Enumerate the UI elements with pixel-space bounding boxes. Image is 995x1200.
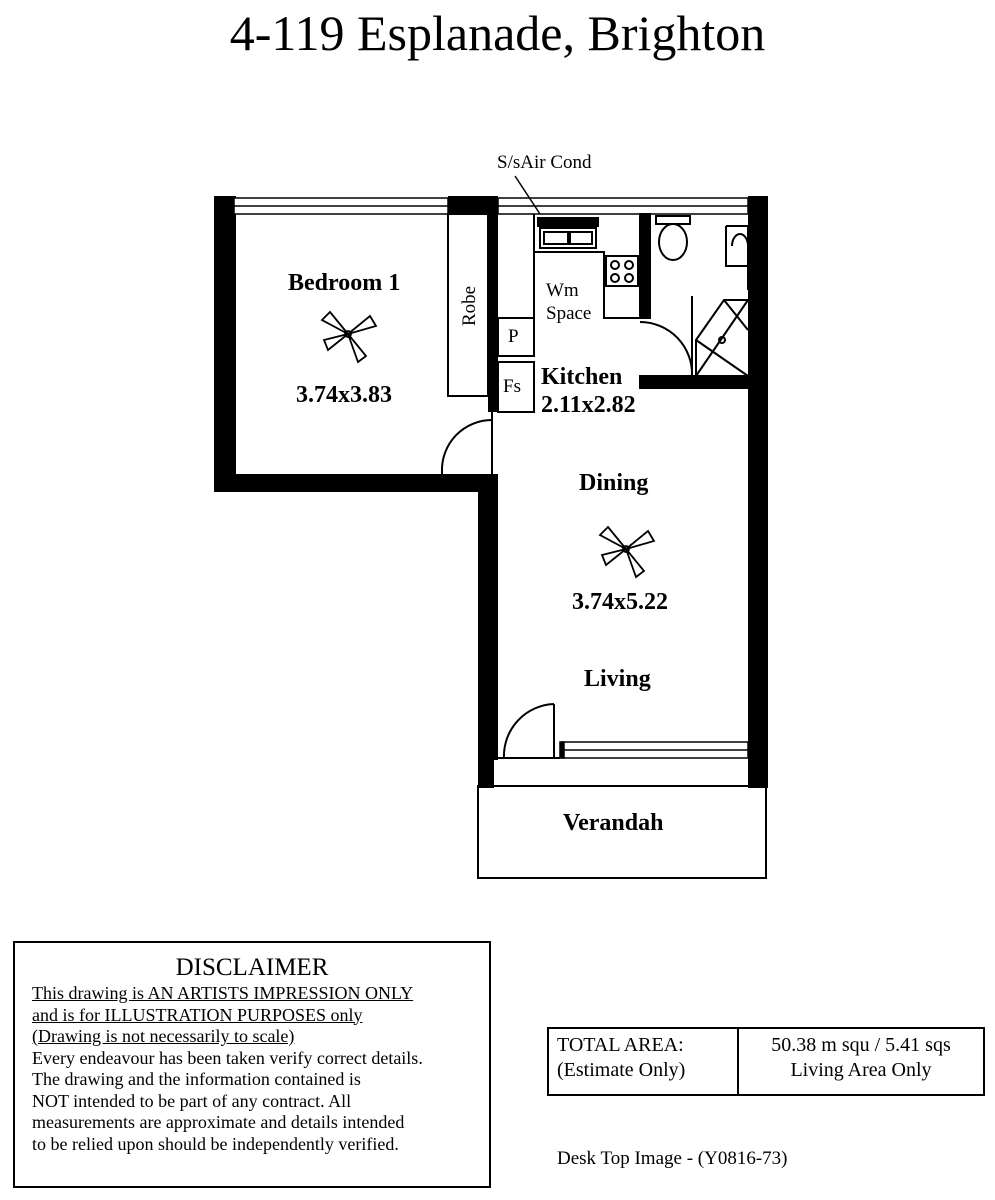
total-area-label [549,1029,739,1094]
disclaimer-line: and is for ILLUSTRATION PURPOSES only [32,1004,363,1025]
aircond-label: S/sAir Cond [497,152,592,173]
pantry-label: P [508,326,519,347]
verandah-door [498,704,560,758]
robe-label: Robe [459,285,480,326]
total-area-value [739,1029,983,1094]
total-area-box [547,1027,985,1096]
disclaimer-box [13,941,491,1188]
footer-reference: Desk Top Image - (Y0816-73) [557,1148,788,1169]
disclaimer-line: measurements are approximate and details intended [32,1112,405,1132]
bedroom-door [442,412,492,474]
disclaimer-line: This drawing is AN ARTISTS IMPRESSION ONLY [32,983,414,1003]
bathroom [640,214,748,388]
verandah-label: Verandah [563,810,664,836]
bedroom-name: Bedroom 1 [288,270,401,296]
verandah-window [560,742,748,758]
disclaimer-heading: DISCLAIMER [175,954,329,981]
disclaimer-line: The drawing and the information contained is [32,1069,361,1089]
dining-label: Dining [579,470,649,496]
ceiling-fan-icon [322,312,376,362]
total-area-note: (Estimate Only) [557,1059,686,1081]
fridge-label: Fs [503,376,521,397]
ceiling-fan-icon [600,527,654,577]
disclaimer-line: NOT intended to be part of any contract. All [32,1090,352,1111]
disclaimer-line: (Drawing is not necessarily to scale) [32,1026,295,1046]
wm-label: Wm [546,280,579,301]
kitchen-name: Kitchen [541,364,623,390]
living-size: 3.74x5.22 [572,589,668,615]
wm-space-label: Space [546,303,592,324]
total-area-figure: 50.38 m squ / 5.41 sqs [771,1034,951,1056]
disclaimer-line: to be relied upon should be independently verified. [32,1133,399,1154]
bedroom-size: 3.74x3.83 [296,382,392,408]
disclaimer-line: Every endeavour has been taken verify correct details. [32,1047,423,1068]
plan-title: 4-119 Esplanade, Brighton [229,5,766,61]
kitchen-partition [640,376,650,388]
total-area-heading: TOTAL AREA: [557,1034,684,1056]
kitchen-size: 2.11x2.82 [541,392,636,418]
living-label: Living [584,666,651,692]
total-area-scope: Living Area Only [790,1059,932,1081]
